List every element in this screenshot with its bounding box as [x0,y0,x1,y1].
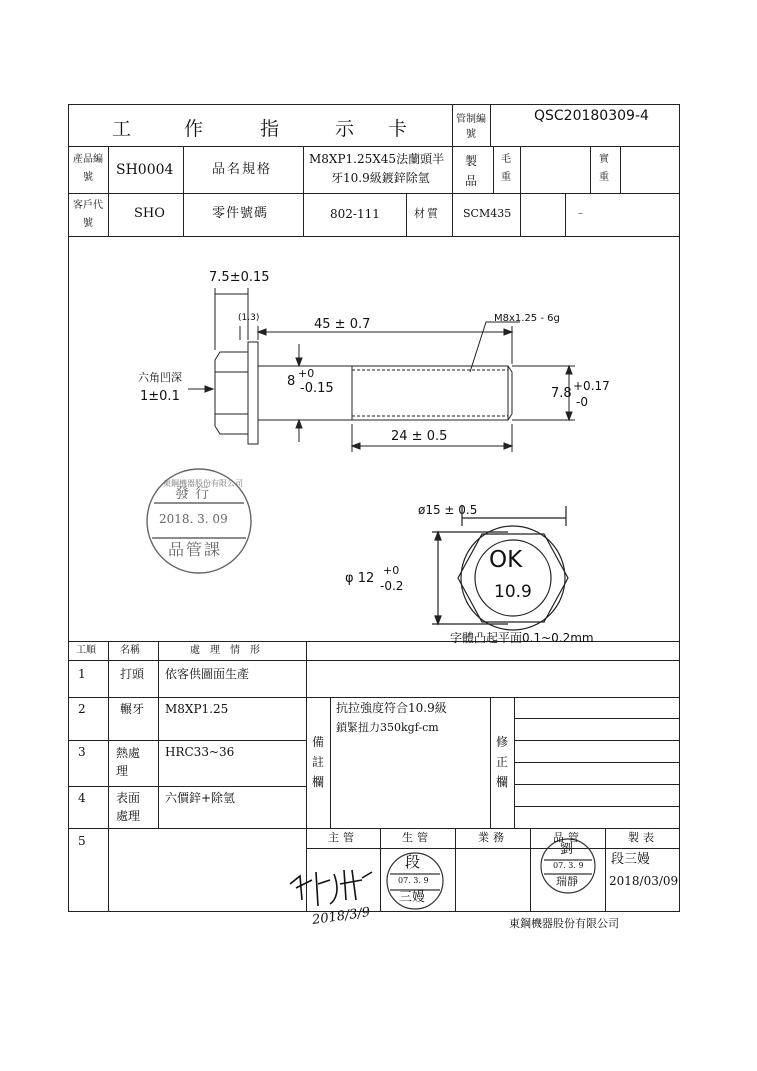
signoff-label-sales: 業務 [478,831,508,844]
material: SCM435 [463,207,512,220]
maker-name: 段三嫚 [611,852,651,867]
dim-flange-dia: ø15 ± 0.5 [418,503,478,517]
dim-thread-tol-dn: -0 [576,395,588,409]
step-desc: HRC33~36 [165,745,235,759]
control-number: QSC20180309-4 [534,108,649,124]
title-char: 指 [260,118,280,140]
issue-stamp-dept: 品管課 [168,540,223,559]
step-desc: 依客供圖面生產 [165,667,250,681]
dim-hex-tol-dn: -0.2 [380,579,404,593]
step-name: 熱處理 [116,746,141,778]
control-number-label: 管制編號 [456,114,486,140]
step-desc: M8XP1.25 [165,702,229,716]
maker-date: 2018/03/09 [609,874,679,888]
dim-head-thickness: 7.5±0.15 [209,270,270,285]
part-number-label: 零件號碼 [212,206,269,221]
step-no: 2 [78,702,86,716]
signoff-label-maker: 製表 [628,831,658,844]
gross-weight-label: 毛重 [501,154,511,183]
dim-thread-dia: 7.8 [551,386,572,401]
dim-shank: 8 [287,374,296,389]
production-stamp-name-top: 段 [405,853,421,871]
production-stamp-name: 三嫚 [399,890,426,905]
recess-value: 1±0.1 [140,389,180,404]
name-spec-line2: 牙10.9級鍍鋅除氫 [331,171,430,185]
bolt-thread [352,366,508,420]
dim-thread-tol-up: +0.17 [573,379,610,393]
title-char: 示 [335,118,355,140]
signoff-label-supervisor: 主管 [328,831,358,844]
dim-shank-tol-dn: -0.15 [300,381,334,396]
step-desc: 六價鋅+除氫 [165,791,236,805]
title-char: 作 [184,118,204,140]
col-header-name: 名稱 [120,645,140,656]
name-spec-line1: M8XP1.25X45法蘭頭半 [309,152,445,166]
col-header-process: 處 理 情 形 [190,645,260,656]
dim-hex: φ 12 [345,571,375,586]
recess-label: 六角凹深 [138,371,182,384]
step-no: 4 [78,791,86,805]
qc-stamp-name-top: 劉 [560,842,574,857]
step-name: 打頭 [120,667,145,681]
material-mark: – [578,208,583,219]
remarks-line1: 抗拉強度符合10.9級 [336,701,447,715]
dim-shank-tol-up: +0 [298,367,315,380]
dim-length: 45 ± 0.7 [314,317,371,332]
name-spec-label: 品名規格 [212,162,273,177]
revision-label: 修正欄 [495,735,508,789]
head-mark-ok: OK [489,547,523,573]
qc-stamp-name: 瑞靜 [556,875,578,888]
col-header-step: 工順 [76,645,96,656]
product-number: SH0004 [116,162,174,178]
supervisor-date: 2018/3/9 [311,905,372,928]
product-label: 製品 [464,154,477,188]
material-label: 材質 [414,207,440,220]
remarks-label: 備註欄 [311,735,324,789]
footer-company: 東鋼機器股份有限公司 [509,917,619,930]
head-mark-note: 字體凸起平面0.1~0.2mm [450,631,594,645]
step-name: 表面處理 [116,791,141,823]
signoff-label-qc: 品管 [553,831,583,844]
issue-stamp-label: 發行 [175,486,215,502]
bolt-flange [248,342,258,444]
signoff-label-production: 生管 [402,831,432,844]
step-name: 輾牙 [120,702,145,716]
customer-code: SHO [134,206,165,221]
remarks-line2: 鎖緊扭力350kgf-cm [336,721,439,734]
customer-code-label: 客戶代號 [73,200,103,229]
bolt-head [215,352,248,434]
dim-hex-tol-up: +0 [383,564,400,577]
title-char: 卡 [388,118,408,140]
supervisor-signature [290,870,372,906]
issue-stamp-company: 東鋼機器股份有限公司 [163,479,243,488]
issue-stamp-date: 2018. 3. 09 [159,512,228,526]
thread-spec: M8x1.25 - 6g [494,313,560,324]
dim-thread-length: 24 ± 0.5 [391,429,448,444]
product-number-label: 產品編號 [73,154,103,183]
part-number: 802-111 [330,207,380,221]
production-stamp-date: 07. 3. 9 [398,876,429,885]
step-no: 5 [78,834,86,848]
qc-stamp-date: 07. 3. 9 [553,861,584,870]
step-no: 3 [78,745,86,759]
head-mark-grade: 10.9 [494,582,532,602]
title-char: 工 [112,118,132,140]
actual-weight-label: 實重 [599,154,609,183]
step-no: 1 [78,667,86,681]
dim-flange: (1.3) [238,313,260,323]
